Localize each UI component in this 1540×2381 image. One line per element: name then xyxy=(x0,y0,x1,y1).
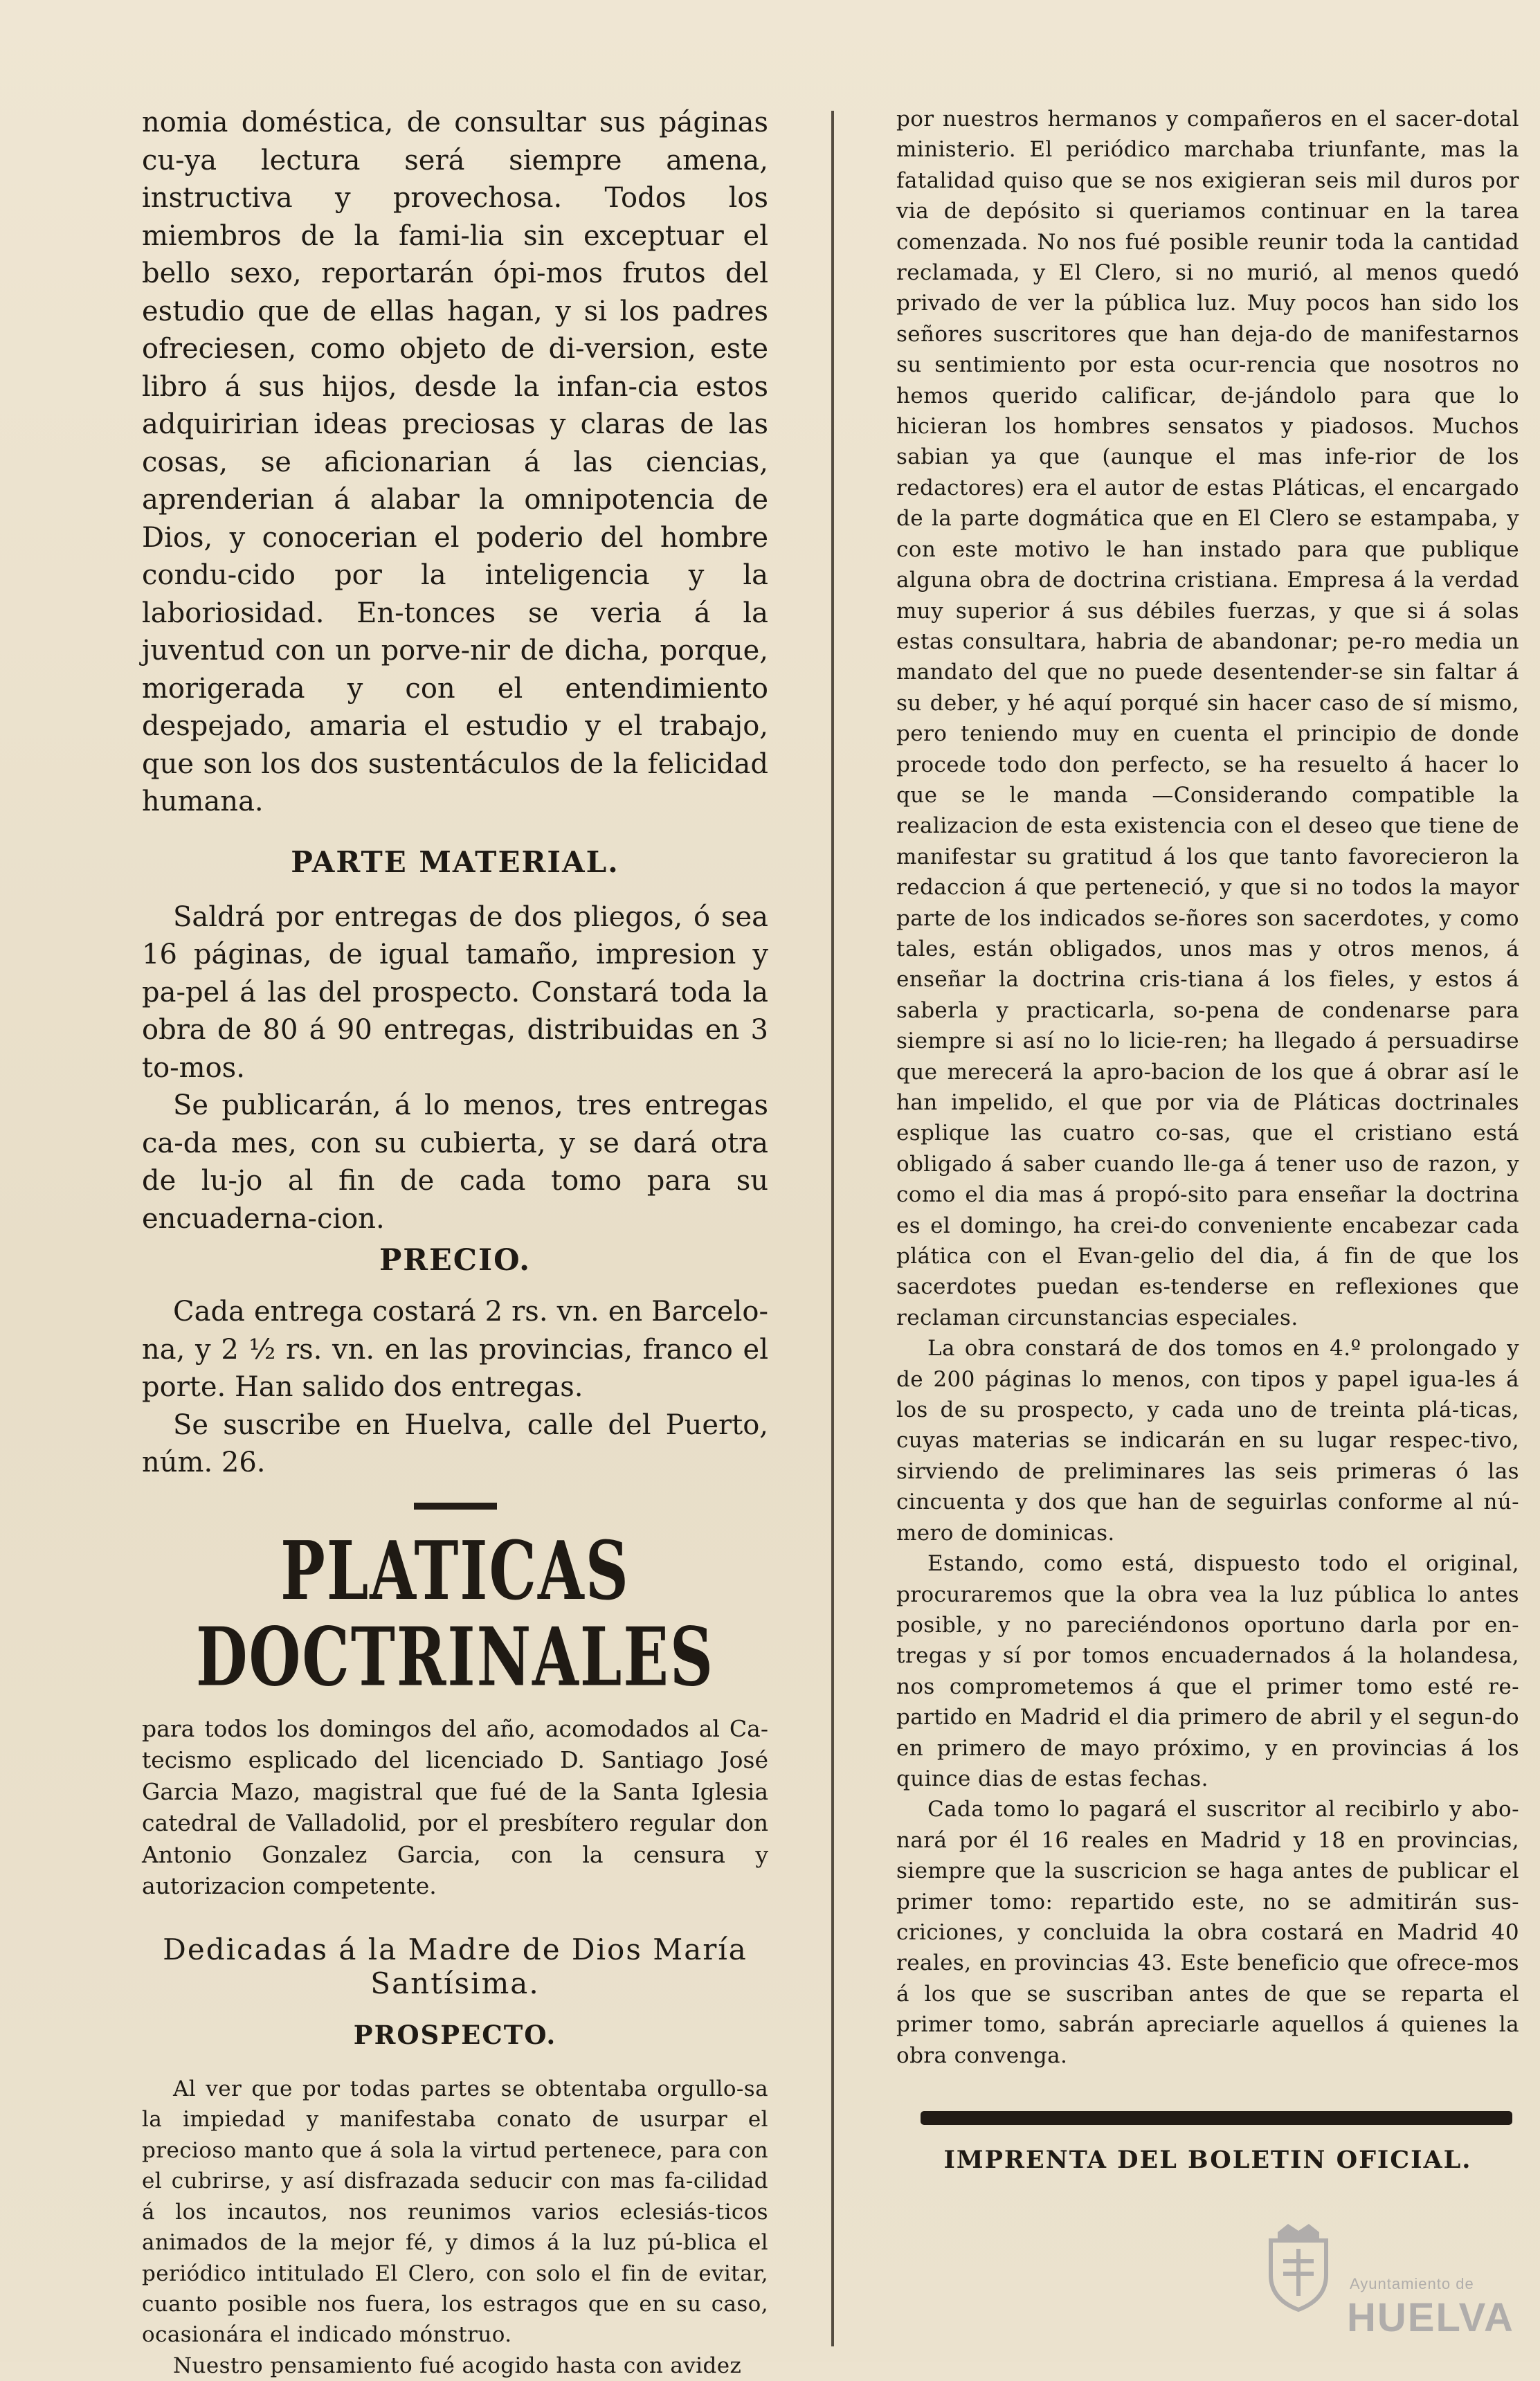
column-divider xyxy=(831,111,834,2346)
ornament-rule xyxy=(414,1503,497,1510)
precio-paragraph-1: Cada entrega costará 2 rs. vn. en Barcelo-na, y 2 ½ rs. vn. en las provincias, franco el porte. Han salido dos entregas. xyxy=(142,1296,768,1403)
prospecto-paragraph-2: Nuestro pensamiento fué acogido hasta con avidez xyxy=(173,2353,742,2378)
heading-parte-material: PARTE MATERIAL. xyxy=(291,844,619,879)
watermark-line-2: HUELVA xyxy=(1347,2295,1514,2340)
title-platicas-doctrinales: PLATICAS DOCTRINALES xyxy=(195,1523,715,1705)
subtitle-paragraph: para todos los domingos del año, acomodados al Ca-tecismo esplicado del licenciado D. Santiago José Garcia Mazo, magistral que fué de la Santa Iglesia catedral de Valladolid, por el presbítero regular don Antonio Gonzalez Garcia, con la censura y autorizacion competente. xyxy=(142,1714,768,1900)
material-paragraph-2: Se publicarán, á lo menos, tres entregas ca-da mes, con su cubierta, y se dará otra de lu-jo al fin de cada tomo para su encuaderna-cion. xyxy=(142,1089,768,1235)
heading-prospecto: PROSPECTO. xyxy=(353,2020,557,2051)
watermark-logo xyxy=(1243,2220,1514,2348)
right-paragraph-4: Cada tomo lo pagará el suscritor al recibirlo y abo-nará por él 16 reales en Madrid y 18 en provincias, siempre que la suscricion se haga antes de publicar el primer tomo: repartido este, no se admitirán sus-criciones, y concluida la obra costará en Madrid 40 reales, en provincias 43. Este beneficio que ofrece-mos á los que se suscriban antes de que se reparta el primer tomo, sabrán apreciarle aquellos á quienes la obra convenga. xyxy=(896,1797,1519,2068)
heading-precio: PRECIO. xyxy=(379,1243,532,1278)
watermark-line-1: Ayuntamiento de xyxy=(1350,2275,1474,2292)
intro-paragraph: nomia doméstica, de consultar sus páginas cu-ya lectura será siempre amena, instructiva y provechosa. Todos los miembros de la fami-lia sin exceptuar el bello sexo, reportarán ópi-mos frutos del estudio que de ellas hagan, y si los padres ofreciesen, como objeto de di-version, este libro á sus hijos, desde la infan-cia estos adquiririan ideas preciosas y claras de las cosas, se aficionarian á las ciencias, aprenderian á alabar la omnipotencia de Dios, y conocerian el poderio del hombre condu-cido por la inteligencia y la laboriosidad. En-tonces se veria á la juventud con un porve-nir de dicha, porque, morigerada y con el entendimiento despejado, amaria el estudio y el trabajo, que son los dos sustentáculos de la felicidad humana. xyxy=(142,107,768,817)
right-paragraph-3: Estando, como está, dispuesto todo el original, procuraremos que la obra vea la luz pública lo antes posible, y no pareciéndonos oportuno darla por en-tregas y sí por tomos encuadernados á la holandesa, nos comprometemos á que el primer tomo esté re-partido en Madrid el dia primero de abril y el segun-do en primero de mayo próximo, y en provincias á los quince dias de estas fechas. xyxy=(896,1551,1519,1791)
prospecto-paragraph-1: Al ver que por todas partes se obtentaba orgullo-sa la impiedad y manifestaba conato de usurpar el precioso manto que á sola la virtud pertenece, para con el cubrirse, y así disfrazada seducir con mas fa-cilidad á los incautos, nos reunimos varios eclesiás-ticos animados de la mejor fé, y dimos á la luz pú-blica el periódico intitulado El Clero, con solo el fin de evitar, cuanto posible nos fuera, los estragos que en su caso, ocasionára el indicado mónstruo. xyxy=(142,2076,768,2348)
right-paragraph-2: La obra constará de dos tomos en 4.º prolongado y de 200 páginas lo menos, con tipos y papel igua-les á los de su prospecto, y cada uno de treinta plá-ticas, cuyas materias se indicarán en su lugar respec-tivo, sirviendo de preliminares las seis primeras ó las cincuenta y dos que han de seguirlas conforme al nú-mero de dominicas. xyxy=(896,1336,1519,1546)
precio-paragraph-2: Se suscribe en Huelva, calle del Puerto, núm. 26. xyxy=(142,1409,768,1478)
left-column xyxy=(142,104,768,2381)
crest-icon xyxy=(1257,2220,1340,2313)
material-paragraph-1: Saldrá por entregas de dos pliegos, ó sea 16 páginas, de igual tamaño, impresion y pa-pel á las del prospecto. Constará toda la obra de 80 á 90 entregas, distribuidas en 3 to-mos. xyxy=(142,900,768,1084)
printer-imprint: IMPRENTA DEL BOLETIN OFICIAL. xyxy=(943,2146,1472,2174)
closing-rule xyxy=(921,2111,1512,2125)
right-column xyxy=(896,104,1519,2174)
right-paragraph-1: por nuestros hermanos y compañeros en el sacer-dotal ministerio. El periódico marchaba triunfante, mas la fatalidad quiso que se nos exigieran seis mil duros por via de depósito si queriamos continuar en la tarea comenzada. No nos fué posible reunir toda la cantidad reclamada, y El Clero, si no murió, al menos quedó privado de ver la pública luz. Muy pocos han sido los señores suscritores que han deja-do de manifestarnos su sentimiento por esta ocur-rencia que nosotros no hemos querido calificar, de-jándolo para que lo hicieran los hombres sensatos y piadosos. Muchos sabian ya que (aunque el mas infe-rior de los redactores) era el autor de estas Pláticas, el encargado de la parte dogmática que en El Clero se estampaba, y con este motivo le han instado para que publique alguna obra de doctrina cristiana. Empresa á la verdad muy superior á sus débiles fuerzas, y que si á solas estas consultara, habria de abandonar; pe-ro media un mandato del que no puede desentender-se sin faltar á su deber, y hé aquí porqué sin hacer caso de sí mismo, pero teniendo muy en cuenta el principio de donde procede todo don perfecto, se ha resuelto á hacer lo que se le manda —Considerando compatible la realizacion de esta existencia con el deseo que tiene de manifestar su gratitud á los que tanto favorecieron la redaccion á que perteneció, y que si no todos la mayor parte de los indicados se-ñores son sacerdotes, y como tales, están obligados, unos mas y otros menos, á enseñar la doctrina cris-tiana á los fieles, y estos á saberla y practicarla, so-pena de condenarse para siempre si así no lo licie-ren; ha llegado á persuadirse que merecerá la apro-bacion de los que á obrar así le han impelido, el que por via de Pláticas doctrinales esplique las cuatro co-sas, que el cristiano está obligado á saber cuando lle-ga á tener uso de razon, y como el dia mas á propó-sito para enseñar la doctrina es el domingo, ha crei-do conveniente encabezar cada plática con el Evan-gelio del dia, á fin de que los sacerdotes puedan es-tenderse en reflexiones que reclaman circunstancias especiales. xyxy=(896,107,1519,1330)
dedication-line: Dedicadas á la Madre de Dios María Santísima. xyxy=(163,1932,748,2001)
